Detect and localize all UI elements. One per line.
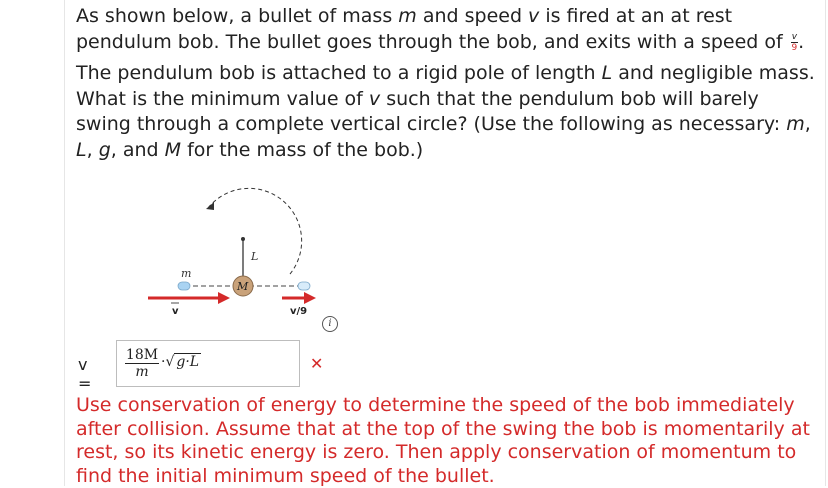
answer-input[interactable] xyxy=(116,340,300,387)
swing-arrowhead xyxy=(206,202,214,210)
problem-paragraph-1: As shown below, a bullet of mass m and speed v is fired at an at rest pendulum bob. The bullet goes through the bob, and exits with a speed of $\frac{v}{9}$ . xyxy=(76,5,805,53)
pivot-point xyxy=(241,237,245,241)
label-M: M xyxy=(237,280,249,293)
pendulum-figure xyxy=(140,180,350,320)
bullet-before xyxy=(178,282,190,290)
problem-paragraph-2: The pendulum bob is attached to a rigid pole of length L and negligible mass. What is the minimum value of v such that the pendulum bob will barely swing through a complete vertical circle? (Use the following as necessary: m, L, g, and M for the mass of the bob.) xyxy=(76,62,815,161)
label-m: m xyxy=(181,267,192,280)
info-icon[interactable]: i xyxy=(322,316,338,332)
label-L: L xyxy=(251,250,259,263)
answer-label: v = xyxy=(78,355,92,393)
answer-fraction: $\frac{18M}{m}$ xyxy=(125,347,159,380)
velocity-arrowhead xyxy=(218,292,230,304)
answer-expression: ·√ g·L xyxy=(161,354,200,370)
bullet-after xyxy=(298,282,310,290)
label-v9: v/9 xyxy=(290,306,308,317)
exit-speed-fraction: $\frac{v}{9}$ xyxy=(791,31,798,53)
label-v: v xyxy=(172,306,179,317)
exit-velocity-arrowhead xyxy=(304,292,316,304)
problem-statement xyxy=(76,4,816,163)
incorrect-icon: ✕ xyxy=(310,354,324,373)
feedback-message: Use conservation of energy to determine the speed of the bob immediately after collision. Assume that at the top of the swing the bob is momentarily at rest, so its kinetic energy is zero. Then apply conservation of momentum to find the initial minimum speed of the bullet. xyxy=(76,394,810,487)
